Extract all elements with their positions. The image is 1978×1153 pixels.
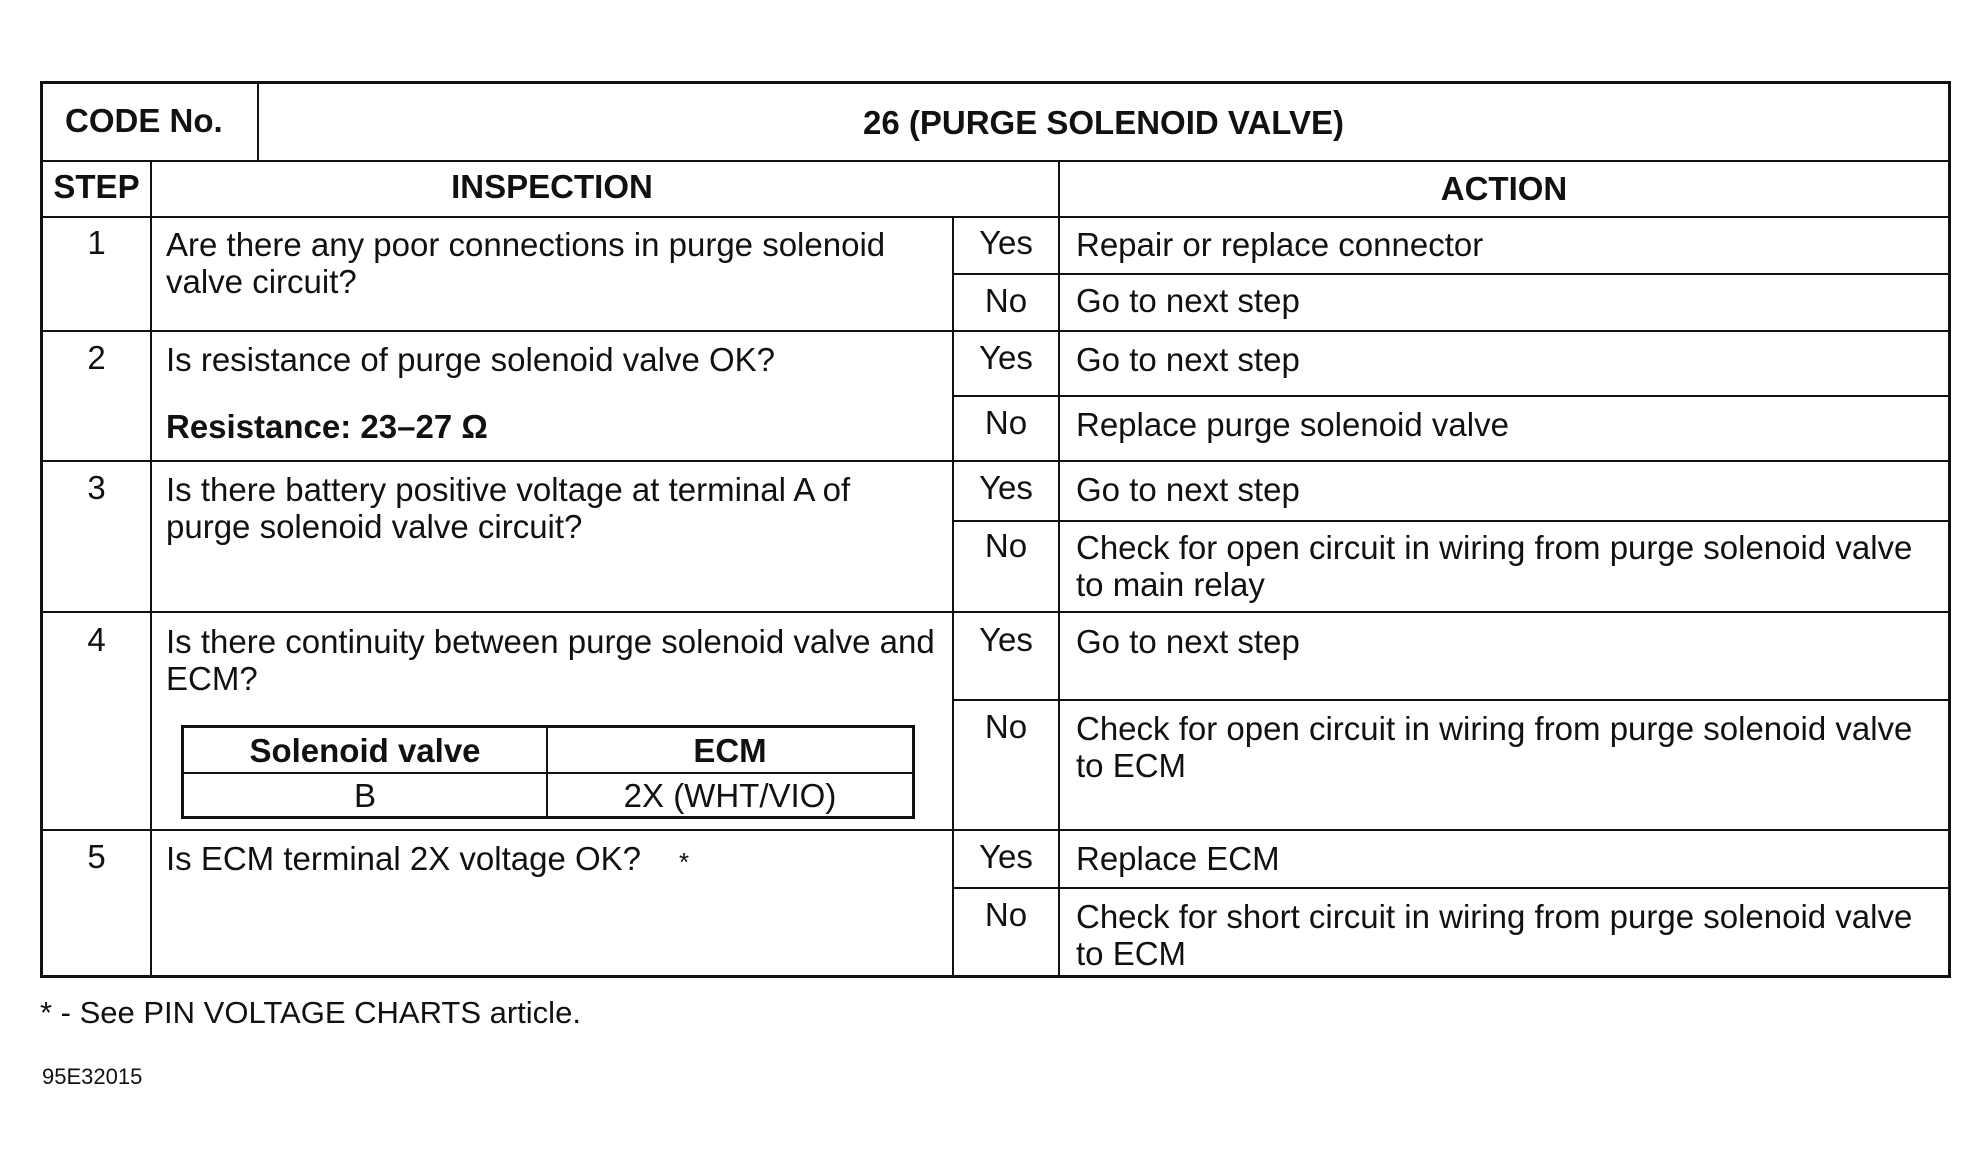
rule-action-col [1058,160,1060,975]
rule-step4 [43,829,1948,831]
no-label: No [984,282,1028,319]
step-number: 1 [87,224,106,261]
no-label: No [984,896,1028,933]
no-label: No [984,527,1028,564]
subtable-header-ecm: ECM [693,732,767,769]
code-title: 26 (PURGE SOLENOID VALVE) [862,104,1344,141]
inspection-question: Is resistance of purge solenoid valve OK? [166,341,776,378]
rule-step3 [43,611,1948,613]
rule-step3-split [952,520,1948,522]
rule-step1-split [952,273,1948,275]
inspection-question: Is ECM terminal 2X voltage OK? [166,840,642,877]
yes-label: Yes [979,224,1033,261]
inspection-question: Is there continuity between purge solenoid valve and ECM? [166,623,935,697]
inspection-question: Are there any poor connections in purge solenoid valve circuit? [166,226,886,300]
yes-action: Replace ECM [1076,840,1280,877]
resistance-spec: Resistance: 23–27 Ω [166,408,488,445]
no-label: No [984,404,1028,441]
asterisk-marker: * [679,847,690,877]
code-label: CODE No. [65,102,223,139]
rule-step2-split [952,395,1948,397]
action-header: ACTION [1440,170,1568,207]
yes-label: Yes [979,469,1033,506]
yes-action: Go to next step [1076,623,1300,660]
inspection-question: Is there battery positive voltage at terminal A of purge solenoid valve circuit? [166,471,851,545]
no-action: Check for short circuit in wiring from purge solenoid valve to ECM [1076,898,1913,972]
yes-action: Repair or replace connector [1076,226,1484,263]
no-action: Check for open circuit in wiring from purge solenoid valve to ECM [1076,710,1913,784]
step-number: 5 [87,838,106,875]
continuity-subtable [181,725,915,819]
rule-step4-split [952,699,1948,701]
yes-label: Yes [979,621,1033,658]
yes-action: Go to next step [1076,471,1300,508]
step-number: 3 [87,469,106,506]
subtable-cell-solenoid: B [353,777,376,814]
no-label: No [984,708,1028,745]
rule-header [43,160,1948,162]
rule-step2 [43,460,1948,462]
footnote: * - See PIN VOLTAGE CHARTS article. [40,995,581,1030]
diagnostic-table [40,81,1951,978]
step-header: STEP [53,168,140,205]
subtable-rule [184,772,912,774]
rule-step5-split [952,887,1948,889]
no-action: Check for open circuit in wiring from purge solenoid valve to main relay [1076,529,1913,603]
rule-step1 [43,330,1948,332]
yes-action: Go to next step [1076,341,1300,378]
rule-columns [43,216,1948,218]
step-number: 4 [87,621,106,658]
no-action: Replace purge solenoid valve [1076,406,1509,443]
step-number: 2 [87,339,106,376]
figure-code: 95E32015 [42,1064,143,1089]
subtable-cell-ecm: 2X (WHT/VIO) [623,777,837,814]
rule-step-col [150,160,152,975]
inspection-header: INSPECTION [451,168,653,205]
no-action: Go to next step [1076,282,1300,319]
subtable-header-solenoid: Solenoid valve [249,732,481,769]
yes-label: Yes [979,339,1033,376]
yes-label: Yes [979,838,1033,875]
